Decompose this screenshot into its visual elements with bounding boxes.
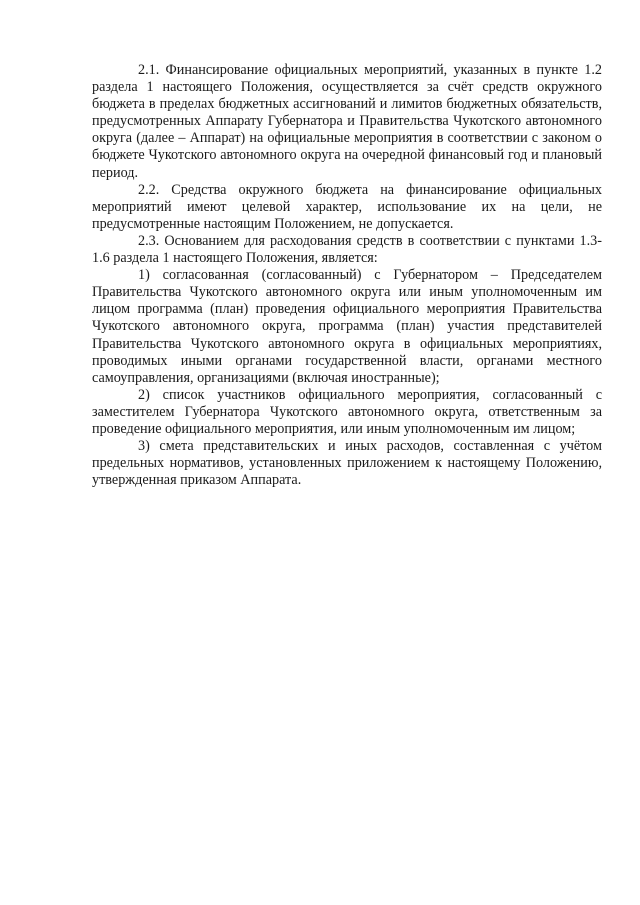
paragraph-2-1: 2.1. Финансирование официальных мероприятий, указанных в пункте 1.2 раздела 1 настоящего Положения, осуществляется за счёт средств окружного бюджета в пределах бюджетных ассигнований и лимитов бюджетных обязательств, предусмотренных Аппарату Губернатора и Правительства Чукотского автономного округа (далее – Аппарат) на официальные мероприятия в соответствии с законом о бюджете Чукотского автономного округа на очередной финансовый год и плановый период. — [92, 62, 602, 181]
paragraph-2-3: 2.3. Основанием для расходования средств в соответствии с пунктами 1.3-1.6 раздела 1 настоящего Положения, является: — [92, 232, 602, 267]
list-item-3: 3) смета представительских и иных расходов, составленная с учётом предельных нормативов, установленных приложением к настоящему Положению, утвержденная приказом Аппарата. — [92, 438, 602, 489]
list-item-1: 1) согласованная (согласованный) с Губернатором – Председателем Правительства Чукотского автономного округа или иным уполномоченным им лицом программа (план) проведения официального мероприятия Правительства Чукотского автономного округа, программа (план) участия представителей Правительства Чукотского автономного округа в официальных мероприятиях, проводимых иными органами государственной власти, органами местного самоуправления, организациями (включая иностранные); — [92, 267, 602, 386]
paragraph-2-2: 2.2. Средства окружного бюджета на финансирование официальных мероприятий имеют целевой характер, использование их на цели, не предусмотренные настоящим Положением, не допускается. — [92, 181, 602, 232]
document-body — [92, 62, 602, 489]
list-item-2: 2) список участников официального мероприятия, согласованный с заместителем Губернатора Чукотского автономного округа, ответственным за проведение официального мероприятия, или иным уполномоченным им лицом; — [92, 386, 602, 437]
